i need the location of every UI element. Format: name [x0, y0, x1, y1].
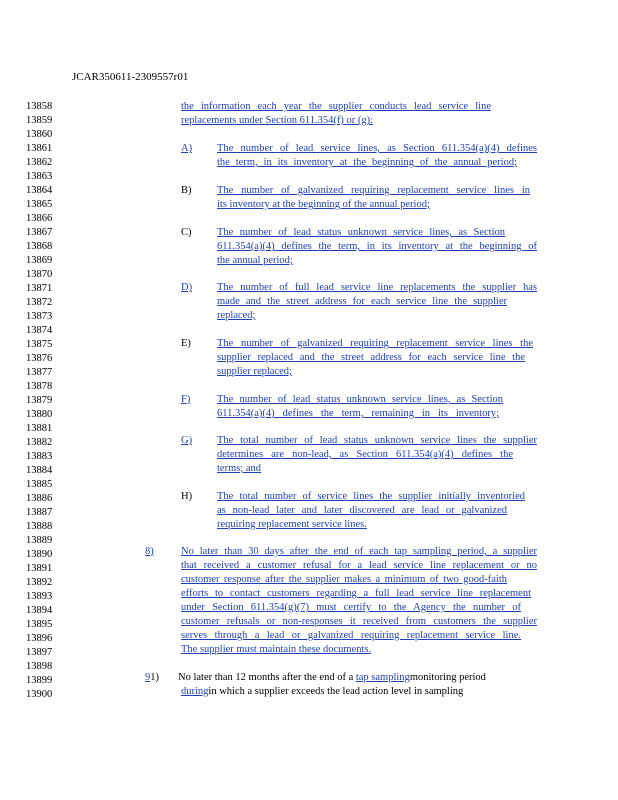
- intro-line-1: the information each year the supplier conducts lead service line: [181, 101, 491, 112]
- line-number: 13862: [26, 157, 53, 168]
- line-number: 13895: [26, 619, 53, 630]
- item-d-line-1: The number of full lead service line replacements the supplier has: [217, 282, 537, 293]
- line-number: 13887: [26, 507, 53, 518]
- item-9-label-deleted: 1): [150, 672, 159, 683]
- line-number: 13861: [26, 143, 53, 154]
- item-g-line-2: determines are non-lead, as Section 611.354(a)(4) defines the: [217, 449, 513, 460]
- line-number: 13892: [26, 577, 53, 588]
- item-e-line-2: supplier replaced and the street address for each service line the: [217, 352, 525, 363]
- item-9-inserted-during: during: [181, 686, 209, 697]
- item-9-label: [145, 672, 159, 684]
- line-number: 13875: [26, 339, 53, 350]
- item-9-line-1: [178, 672, 486, 684]
- line-number: 13864: [26, 185, 53, 196]
- item-9-line-2: [181, 686, 463, 698]
- line-number: 13868: [26, 241, 53, 252]
- line-number: 13884: [26, 465, 53, 476]
- item-c-line-3: the annual period;: [217, 255, 293, 266]
- line-number: 13879: [26, 395, 53, 406]
- line-number: 13869: [26, 255, 53, 266]
- item-9-deleted-monitoring: monitoring: [409, 672, 457, 683]
- line-number: 13859: [26, 115, 53, 126]
- line-number: 13878: [26, 381, 53, 392]
- line-number: 13891: [26, 563, 53, 574]
- line-number: 13874: [26, 325, 53, 336]
- item-9-line-2-text: which a supplier exceeds the lead action level in sampling: [216, 686, 464, 697]
- line-number: 13898: [26, 661, 53, 672]
- line-number: 13889: [26, 535, 53, 546]
- item-f-line-2: 611.354(a)(4) defines the term, remaining in its inventory;: [217, 408, 499, 419]
- line-number: 13900: [26, 689, 53, 700]
- item-h-line-3: requiring replacement service lines.: [217, 519, 367, 530]
- line-number: 13880: [26, 409, 53, 420]
- item-b-label: B): [181, 185, 192, 196]
- line-number: 13877: [26, 367, 53, 378]
- line-number: 13873: [26, 311, 53, 322]
- line-number: 13885: [26, 479, 53, 490]
- line-number: 13866: [26, 213, 53, 224]
- line-number: 13870: [26, 269, 53, 280]
- line-number: 13865: [26, 199, 53, 210]
- item-g-label: G): [181, 435, 193, 446]
- line-number: 13882: [26, 437, 53, 448]
- item-8-line-8: The supplier must maintain these documents.: [181, 644, 372, 655]
- item-a-line-2: the term, in its inventory at the beginning of the annual period;: [217, 157, 517, 168]
- item-c-label: C): [181, 227, 192, 238]
- document-id: JCAR350611-2309557r01: [72, 71, 189, 83]
- item-8-line-7: serves through a lead or galvanized requiring replacement service line.: [181, 630, 521, 641]
- item-b-line-1: The number of galvanized requiring replacement service lines in: [217, 185, 530, 196]
- item-8-line-6: customer refusals or non-responses it received from customers the supplier: [181, 616, 537, 627]
- item-8-line-3: customer response after the supplier makes a minimum of two good-faith: [181, 574, 507, 585]
- item-d-label: D): [181, 282, 193, 293]
- item-9-deleted-in: in: [208, 686, 217, 697]
- line-number: 13894: [26, 605, 53, 616]
- line-number: 13893: [26, 591, 53, 602]
- item-e-line-3: supplier replaced;: [217, 366, 292, 377]
- line-number: 13890: [26, 549, 53, 560]
- line-number: 13888: [26, 521, 53, 532]
- item-h-line-1: The total number of service lines the supplier initially inventoried: [217, 491, 525, 502]
- item-b-line-2: its inventory at the beginning of the annual period;: [217, 199, 430, 210]
- item-e-line-1: The number of galvanized requiring replacement service lines the: [217, 338, 533, 349]
- line-number: 13886: [26, 493, 53, 504]
- item-9-label-inserted: 9: [145, 672, 151, 683]
- line-number: 13899: [26, 675, 53, 686]
- item-9-line-1-text: No later than 12 months after the end of a: [178, 672, 356, 683]
- item-8-line-4: efforts to contact customers regarding a full lead service line replacement: [181, 588, 531, 599]
- line-number: 13860: [26, 129, 53, 140]
- line-number: 13858: [26, 101, 53, 112]
- item-8-line-2: that received a customer refusal for a lead service line replacement or no: [181, 560, 537, 571]
- line-number: 13871: [26, 283, 53, 294]
- item-9-inserted-tap-sampling: tap sampling: [355, 672, 410, 683]
- item-f-label: F): [181, 394, 191, 405]
- item-8-label: 8): [145, 546, 154, 557]
- line-number: 13883: [26, 451, 53, 462]
- line-number: 13881: [26, 423, 53, 434]
- item-a-label: A): [181, 143, 193, 154]
- intro-line-2: replacements under Section 611.354(f) or (g):: [181, 115, 374, 126]
- item-h-label: H): [181, 491, 193, 502]
- item-d-line-2: made and the street address for each service line the supplier: [217, 296, 507, 307]
- item-c-line-2: 611.354(a)(4) defines the term, in its inventory at the beginning of: [217, 241, 537, 252]
- item-h-line-2: as non-lead later and later discovered are lead or galvanized: [217, 505, 507, 516]
- item-8-line-5: under Section 611.354(g)(7) must certify to the Agency the number of: [181, 602, 521, 613]
- line-number: 13876: [26, 353, 53, 364]
- item-a-line-1: The number of lead service lines, as Section 611.354(a)(4) defines: [217, 143, 537, 154]
- line-number: 13896: [26, 633, 53, 644]
- line-number: 13867: [26, 227, 53, 238]
- item-c-line-1: The number of lead status unknown service lines, as Section: [217, 227, 505, 238]
- item-g-line-1: The total number of lead status unknown service lines the supplier: [217, 435, 537, 446]
- item-e-label: E): [181, 338, 191, 349]
- line-number: 13863: [26, 171, 53, 182]
- line-number: 13872: [26, 297, 53, 308]
- item-d-line-3: replaced;: [217, 310, 256, 321]
- line-number: 13897: [26, 647, 53, 658]
- item-8-line-1: No later than 30 days after the end of each tap sampling period, a supplier: [181, 546, 537, 557]
- item-g-line-3: terms; and: [217, 463, 262, 474]
- item-9-line-1-end: period: [456, 672, 486, 683]
- item-f-line-1: The number of lead status unknown service lines, as Section: [217, 394, 503, 405]
